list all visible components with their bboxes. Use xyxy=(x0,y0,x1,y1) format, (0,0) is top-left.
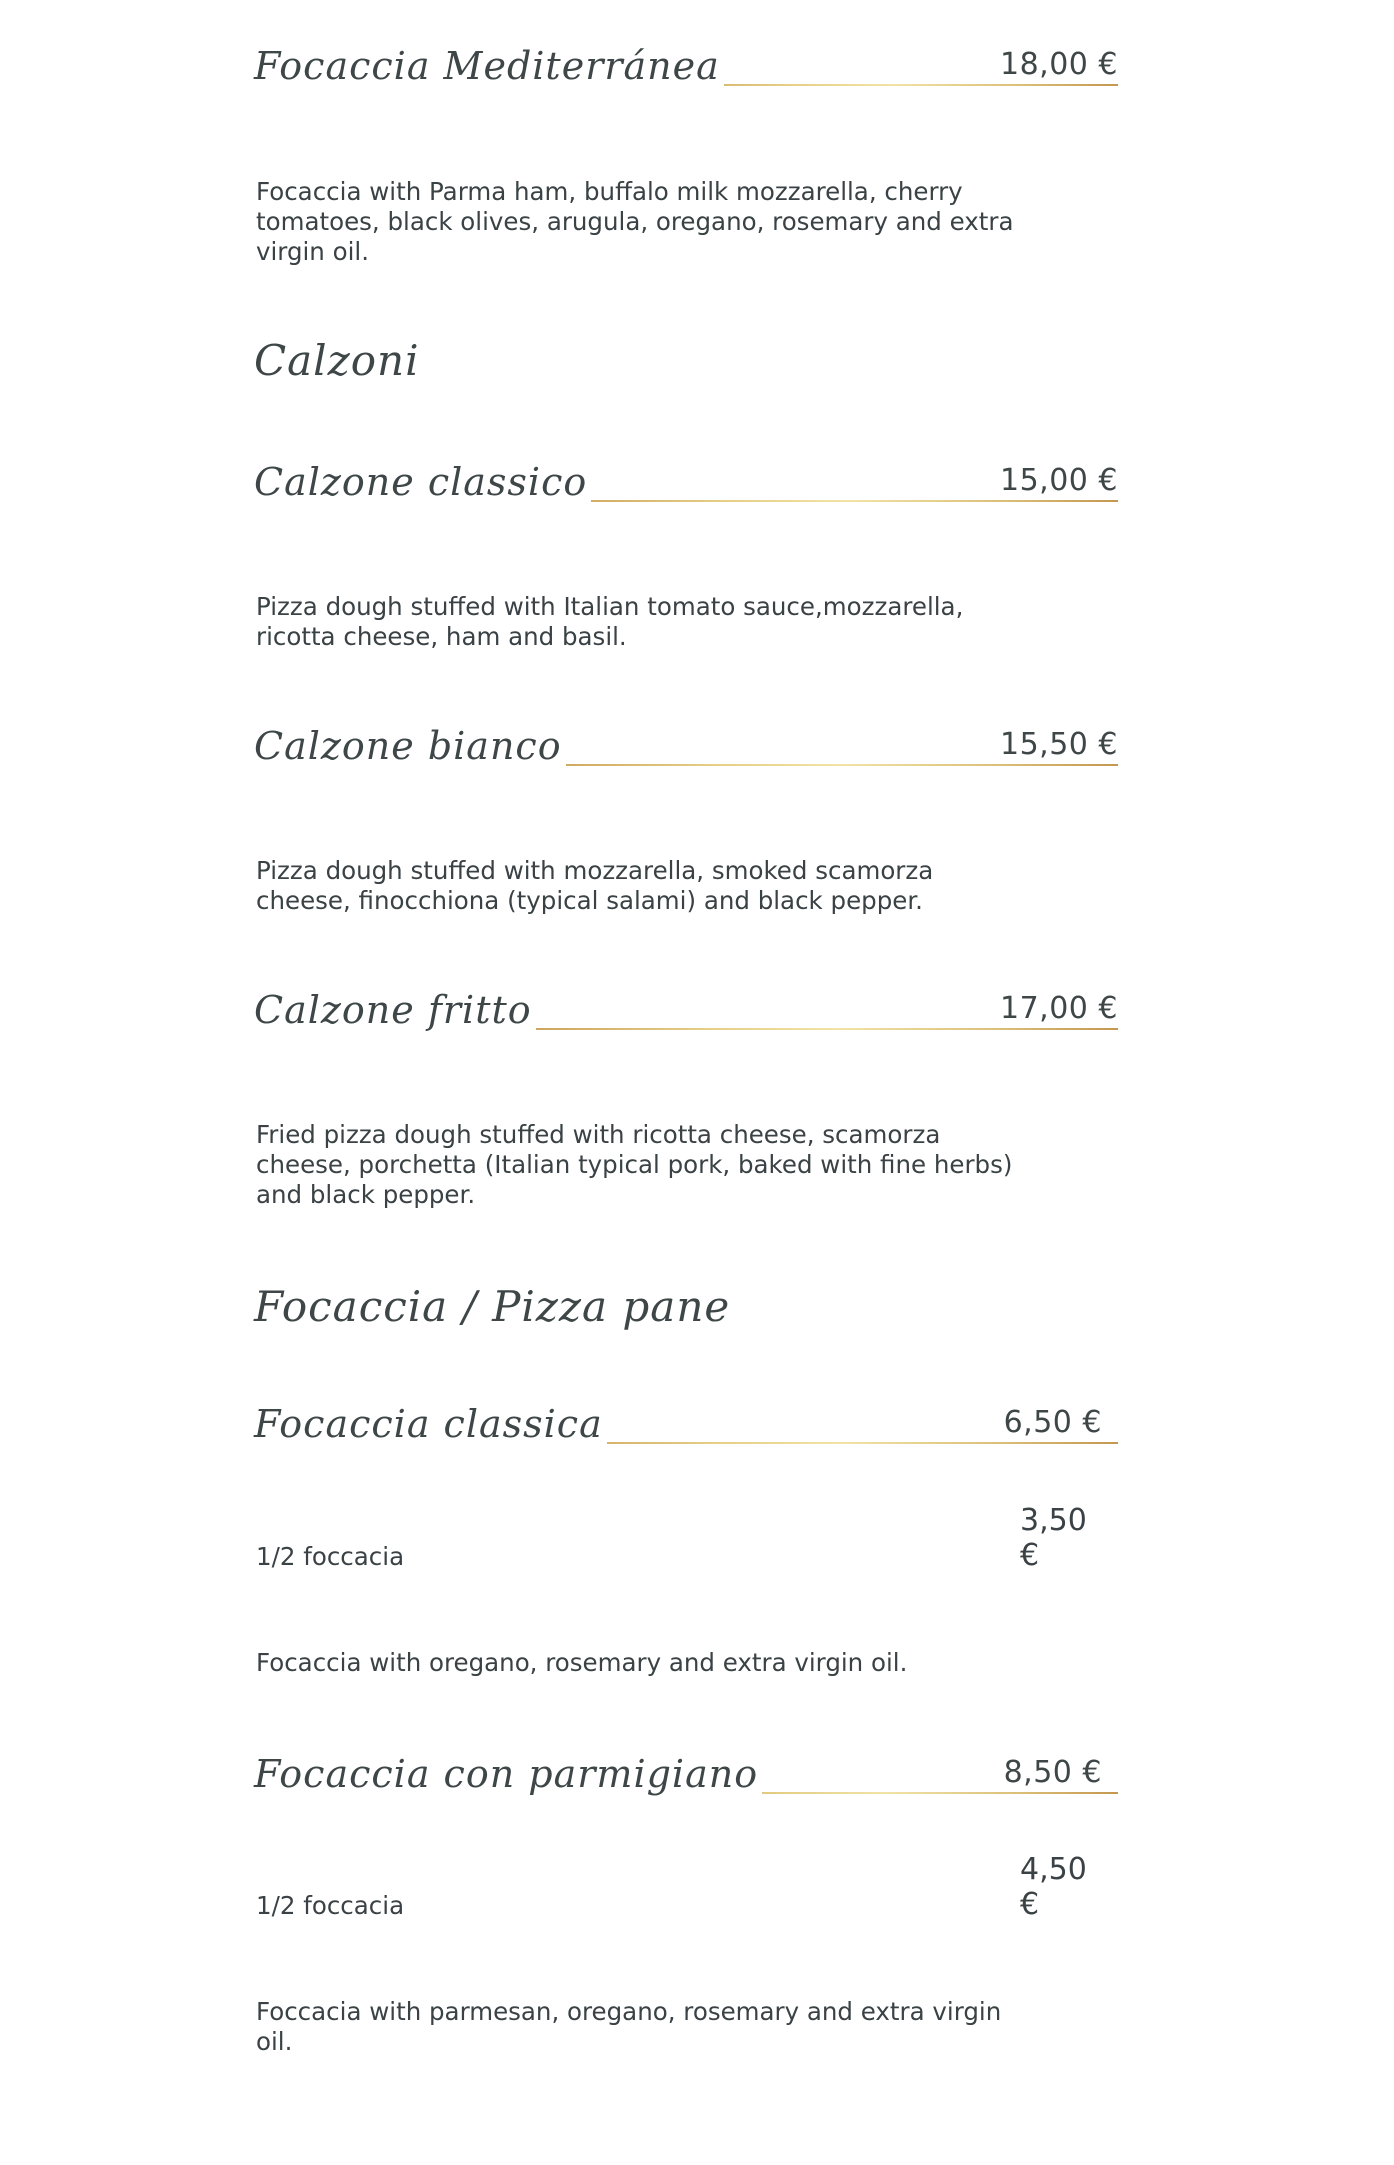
item-price: 18,00 € xyxy=(999,47,1118,82)
gold-leader-line xyxy=(504,764,1118,766)
half-portion-label: 1/2 foccacia xyxy=(256,1891,405,1920)
half-portion-price: 4,50 € xyxy=(1020,1852,1087,1922)
item-name: Calzone classico xyxy=(254,460,591,504)
gold-leader-line xyxy=(494,1028,1118,1030)
gold-leader-line xyxy=(519,500,1118,502)
item-price: 6,50 € xyxy=(1003,1405,1102,1440)
item-price: 8,50 € xyxy=(1003,1755,1102,1790)
item-name: Focaccia Mediterránea xyxy=(254,44,724,88)
item-description: Pizza dough stuffed with Italian tomato sauce,mozzarella, ricotta cheese, ham and basil. xyxy=(256,592,964,651)
half-portion-price: 3,50 € xyxy=(1020,1503,1087,1573)
half-portion-row xyxy=(256,1503,1106,1575)
item-description: Focaccia with Parma ham, buffalo milk mozzarella, cherry tomatoes, black olives, arugula, oregano, rosemary and extra virgin oil. xyxy=(256,177,1014,266)
item-price: 17,00 € xyxy=(999,991,1118,1026)
item-description: Focaccia with oregano, rosemary and extra virgin oil. xyxy=(256,1648,908,1677)
menu-item-focaccia-classica xyxy=(254,1372,1118,1452)
menu-item-calzone-fritto xyxy=(254,958,1118,1038)
item-description: Fried pizza dough stuffed with ricotta cheese, scamorza cheese, porchetta (Italian typical pork, baked with fine herbs) and black pepper. xyxy=(256,1120,1013,1209)
item-price: 15,50 € xyxy=(999,727,1118,762)
item-description: Foccacia with parmesan, oregano, rosemary and extra virgin oil. xyxy=(256,1997,1002,2056)
menu-item-mediterranea xyxy=(254,14,1118,94)
section-title-calzoni: Calzoni xyxy=(254,336,420,385)
item-name: Calzone bianco xyxy=(254,724,566,768)
menu-item-calzone-bianco xyxy=(254,694,1118,774)
section-title-focaccia: Focaccia / Pizza pane xyxy=(254,1282,731,1331)
item-name: Focaccia con parmigiano xyxy=(254,1752,762,1796)
menu-item-calzone-classico xyxy=(254,430,1118,510)
half-portion-row xyxy=(256,1852,1106,1924)
half-portion-label: 1/2 foccacia xyxy=(256,1542,405,1571)
menu-item-focaccia-parmigiano xyxy=(254,1722,1118,1802)
item-name: Calzone fritto xyxy=(254,988,536,1032)
item-description: Pizza dough stuffed with mozzarella, smoked scamorza cheese, finocchiona (typical salami) and black pepper. xyxy=(256,856,934,915)
item-price: 15,00 € xyxy=(999,463,1118,498)
item-name: Focaccia classica xyxy=(254,1402,607,1446)
